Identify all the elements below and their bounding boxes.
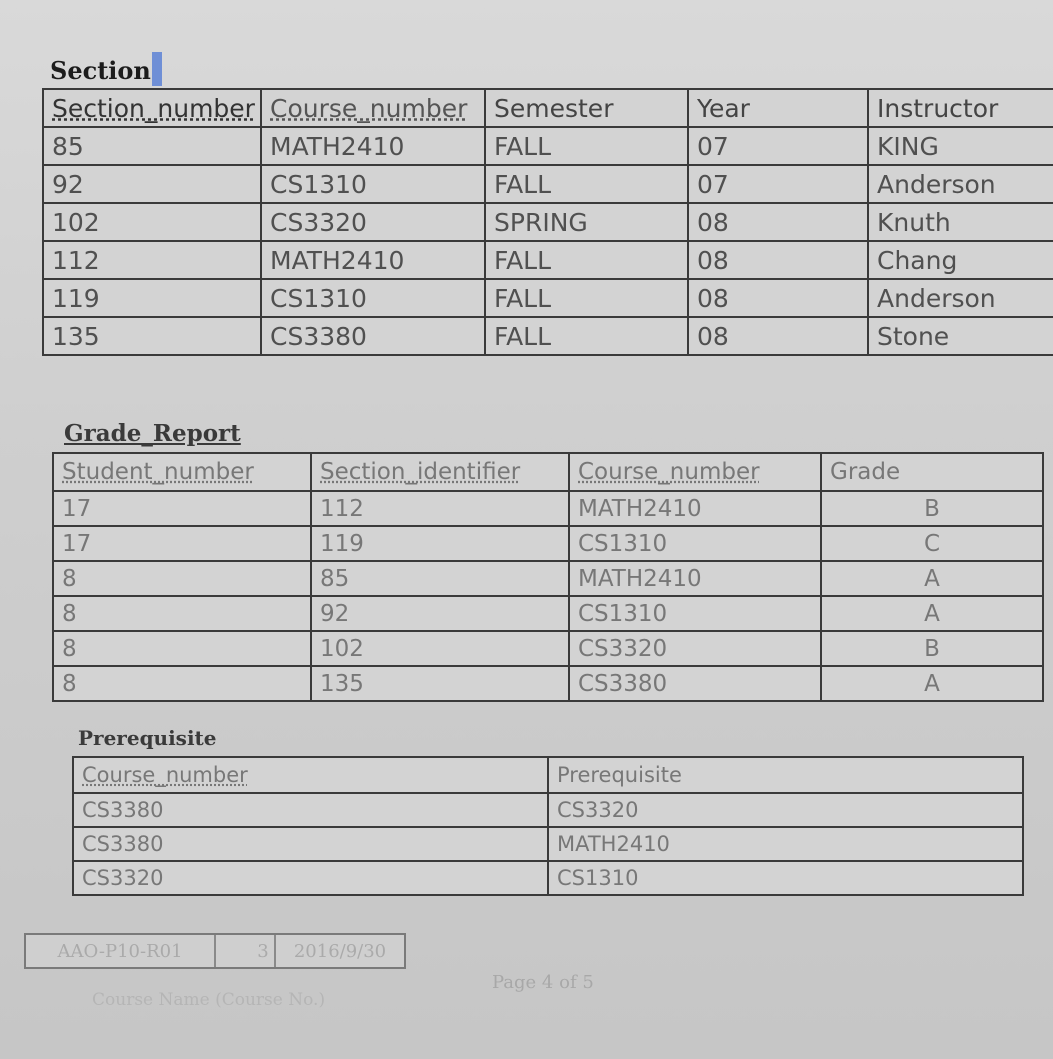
prerequisite-table [72,756,1024,896]
table-cell: 8 [53,596,311,631]
table-cell: CS1310 [261,279,485,317]
grade-cell: A [821,596,1043,631]
section-table [42,88,1053,356]
table-row [43,241,1053,279]
grade-cell: A [821,666,1043,701]
table-cell: 8 [53,631,311,666]
table-cell: CS1310 [569,596,821,631]
table-cell: CS3380 [261,317,485,355]
table-cell: 08 [688,279,868,317]
table-cell: 07 [688,127,868,165]
table-cell: Anderson [868,279,1053,317]
table-cell: Anderson [868,165,1053,203]
table-row [43,317,1053,355]
course-name-footer: Course Name (Course No.) [92,990,326,1010]
table-row [53,666,1043,701]
header-cell: Course_number [261,89,485,127]
table-cell: MATH2410 [569,491,821,526]
header-cell: Course_number [73,757,548,793]
table-cell: CS3320 [548,793,1023,827]
table-cell: FALL [485,279,688,317]
section-title: Section [50,52,162,86]
header-cell: Semester [485,89,688,127]
table-row [43,279,1053,317]
table-row [43,203,1053,241]
revision-date: 2016/9/30 [293,940,387,962]
table-cell: CS3380 [73,793,548,827]
table-cell: 92 [311,596,569,631]
table-cell: MATH2410 [261,241,485,279]
table-cell: 08 [688,241,868,279]
table-cell: CS3320 [569,631,821,666]
header-cell: Grade [821,453,1043,491]
table-cell: Stone [868,317,1053,355]
table-cell: MATH2410 [569,561,821,596]
table-cell: FALL [485,317,688,355]
grade-cell: B [821,491,1043,526]
table-cell: 112 [311,491,569,526]
table-cell: 07 [688,165,868,203]
table-cell: 08 [688,317,868,355]
table-cell: FALL [485,127,688,165]
table-cell: CS3320 [73,861,548,895]
table-row [43,165,1053,203]
table-cell: Knuth [868,203,1053,241]
header-cell: Course_number [569,453,821,491]
table-cell: 119 [311,526,569,561]
table-cell: 102 [43,203,261,241]
table-cell: 85 [43,127,261,165]
table-row [53,631,1043,666]
prerequisite-title: Prerequisite [78,726,217,750]
grade-cell: A [821,561,1043,596]
table-cell: 119 [43,279,261,317]
table-cell: 17 [53,526,311,561]
grade-cell: B [821,631,1043,666]
doc-code: AAO-P10-R01 [26,935,216,967]
header-cell: Section_identifier [311,453,569,491]
table-cell: FALL [485,241,688,279]
table-header-row [53,453,1043,491]
table-cell: 135 [311,666,569,701]
grade-cell: C [821,526,1043,561]
table-row [53,596,1043,631]
table-cell: MATH2410 [548,827,1023,861]
table-cell: 8 [53,666,311,701]
table-cell: 112 [43,241,261,279]
table-cell: CS3380 [73,827,548,861]
table-row [73,827,1023,861]
table-cell: 08 [688,203,868,241]
table-cell: 17 [53,491,311,526]
table-row [73,793,1023,827]
table-cell: FALL [485,165,688,203]
table-cell: CS3380 [569,666,821,701]
table-row [53,491,1043,526]
table-cell: 85 [311,561,569,596]
table-cell: 135 [43,317,261,355]
table-cell: CS1310 [261,165,485,203]
grade-report-table [52,452,1044,702]
revision-number [216,935,252,967]
header-cell: Instructor [868,89,1053,127]
text-cursor [152,52,162,86]
header-cell: Prerequisite [548,757,1023,793]
table-cell: 8 [53,561,311,596]
table-cell: KING [868,127,1053,165]
table-row [53,526,1043,561]
revision-number-value: 3 [252,935,276,967]
table-cell: 102 [311,631,569,666]
table-cell: CS1310 [548,861,1023,895]
document-control-box [24,933,406,969]
header-cell: Section_number [43,89,261,127]
table-cell: Chang [868,241,1053,279]
header-cell: Student_number [53,453,311,491]
page-number: Page 4 of 5 [492,972,594,993]
table-cell: SPRING [485,203,688,241]
grade-report-title: Grade_Report [64,420,241,447]
table-row [53,561,1043,596]
table-header-row [73,757,1023,793]
table-cell: CS1310 [569,526,821,561]
table-cell: MATH2410 [261,127,485,165]
table-row [43,127,1053,165]
table-cell: CS3320 [261,203,485,241]
header-cell: Year [688,89,868,127]
table-header-row [43,89,1053,127]
table-cell: 92 [43,165,261,203]
table-row [73,861,1023,895]
